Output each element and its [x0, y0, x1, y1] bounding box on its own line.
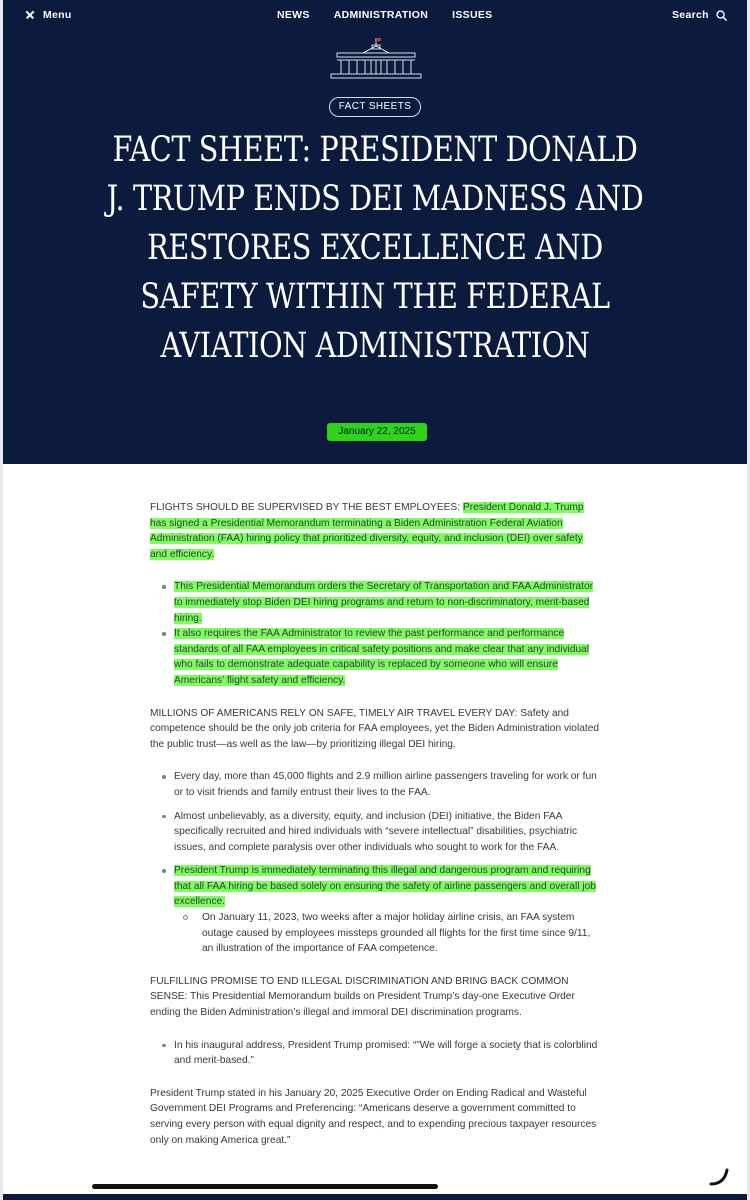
menu-label: Menu — [43, 9, 72, 21]
page-frame — [3, 0, 747, 1200]
home-indicator[interactable] — [92, 1184, 438, 1189]
paragraph-executive-order: President Trump stated in his January 20, 2025 Executive Order on Ending Radical and Wasteful Government DEI Programs and Preferencing: “Americans deserve a government committed to serving every person with equal dignity and respect, and to expending precious taxpayer resources only on making America great.” — [150, 1087, 597, 1146]
paragraph-millions: MILLIONS OF AMERICANS RELY ON SAFE, TIMELY AIR TRAVEL EVERY DAY: Safety and competence should be the only job criteria for FAA employees, yet the Biden Administration violated the public trust—as well as the law—by prioritizing illegal DEI hiring. — [150, 707, 600, 750]
page-title: FACT SHEET: PRESIDENT DONALD J. TRUMP ENDS DEI MADNESS AND RESTORES EXCELLENCE AND SAFETY WITHIN THE FEDERAL AVIATION ADMINISTRATION — [106, 130, 644, 366]
sub-list-item: On January 11, 2023, two weeks after a major holiday airline crisis, an FAA system outage caused by employees missteps grounded all flights for the first time since 9/11, an illustration of the importance of FAA competence. — [174, 910, 602, 957]
menu-button[interactable] — [25, 9, 72, 21]
nav-link-issues[interactable]: ISSUES — [452, 9, 493, 21]
list-item — [150, 626, 602, 688]
list-item: Almost unbelievably, as a diversity, equity, and inclusion (DEI) initiative, the Biden FAA specifically recruited and hired individuals with “severe intellectual” disabilities, psychiatric issues, and complete paralysis over other individuals who sought to work for the FAA. — [150, 809, 602, 856]
bullet-list — [150, 769, 602, 910]
paragraph-fulfilling: FULFILLING PROMISE TO END ILLEGAL DISCRIMINATION AND BRING BACK COMMON SENSE: This Presidential Memorandum builds on President Trump’s day-one Executive Order ending the Biden Administration’s illegal and immoral DEI discrimination programs. — [150, 975, 575, 1019]
paragraph-flights — [150, 500, 602, 562]
highlighted-text: This Presidential Memorandum orders the Secretary of Transportation and FAA Administrator to immediately stop Biden DEI hiring programs and return to non-discriminatory, merit-based hiring. — [174, 581, 594, 624]
search-button[interactable] — [672, 9, 727, 21]
highlighted-text: President Trump is immediately terminating this illegal and dangerous program and requiring that all FAA hiring be based solely on ensuring the safety of airline passengers and overall job excellence. — [174, 865, 596, 908]
nav-link-news[interactable]: NEWS — [277, 9, 310, 21]
category-tag-fact-sheets[interactable]: FACT SHEETS — [329, 97, 421, 117]
markup-pen-icon[interactable] — [707, 1164, 731, 1188]
list-item — [150, 863, 602, 910]
hero-banner — [3, 30, 747, 464]
nav-link-administration[interactable]: ADMINISTRATION — [333, 9, 429, 21]
sub-bullet-list — [150, 910, 602, 957]
search-icon — [716, 10, 727, 21]
highlighted-text: It also requires the FAA Administrator to review the past performance and performance standards of all FAA employees in critical safety positions and make clear that any individual who fails to demonstrate adequate capability is replaced by someone who will ensure Americans’ flight safety and efficiency. — [174, 628, 590, 686]
list-item: Every day, more than 45,000 flights and 2.9 million airline passengers traveling for work or fun or to visit friends and family entrust their lives to the FAA. — [150, 769, 602, 800]
search-label: Search — [672, 9, 709, 21]
list-item: In his inaugural address, President Trump promised: “”We will forge a society that is colorblind and merit-based.” — [150, 1038, 602, 1069]
footer-edge — [3, 1194, 747, 1200]
section-lead-flights: FLIGHTS SHOULD BE SUPERVISED BY THE BEST EMPLOYEES: — [150, 502, 463, 513]
article-body — [150, 500, 602, 1148]
publish-date: January 22, 2025 — [327, 423, 427, 441]
list-item — [150, 579, 602, 626]
bullet-list — [150, 579, 602, 688]
top-navigation-bar — [3, 0, 747, 30]
close-icon — [25, 10, 35, 20]
bullet-list — [150, 1038, 602, 1069]
highlighted-text: President Donald J. Trump has signed a Presidential Memorandum terminating a Biden Administration Federal Aviation Administration (FAA) hiring policy that prioritized diversity, equity, and inclusion (DEI) over safety and efficiency. — [150, 502, 584, 560]
primary-nav-links — [277, 9, 492, 21]
white-house-logo-icon[interactable] — [329, 36, 423, 80]
